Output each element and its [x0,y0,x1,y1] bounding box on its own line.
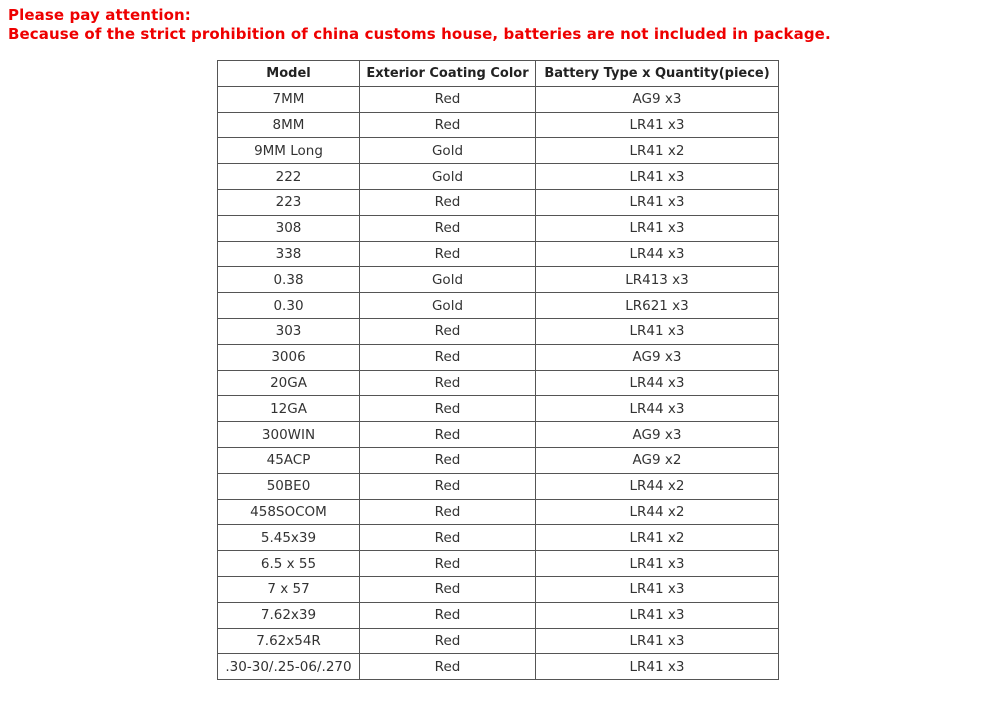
cell-coating-color: Red [360,344,536,370]
table-row [218,602,779,628]
cell-coating-color: Red [360,422,536,448]
cell-coating-color: Gold [360,164,536,190]
table-row [218,344,779,370]
table-body [218,86,779,679]
cell-model: 45ACP [218,447,360,473]
table-row [218,138,779,164]
cell-battery-type: LR44 x3 [536,396,779,422]
cell-coating-color: Red [360,447,536,473]
cell-coating-color: Red [360,396,536,422]
cell-coating-color: Red [360,370,536,396]
cell-coating-color: Red [360,318,536,344]
table-row [218,241,779,267]
table-row [218,628,779,654]
cell-coating-color: Gold [360,138,536,164]
cell-battery-type: LR41 x3 [536,628,779,654]
cell-battery-type: LR41 x3 [536,318,779,344]
cell-battery-type: LR41 x3 [536,164,779,190]
table-row [218,164,779,190]
cell-model: 0.38 [218,267,360,293]
cell-battery-type: LR41 x3 [536,215,779,241]
battery-spec-table [217,60,779,680]
cell-battery-type: LR44 x2 [536,499,779,525]
table-row [218,473,779,499]
header-battery-type-quantity: Battery Type x Quantity(piece) [536,61,779,87]
table-row [218,267,779,293]
cell-model: 6.5 x 55 [218,551,360,577]
cell-battery-type: AG9 x3 [536,86,779,112]
table-row [218,370,779,396]
cell-model: 300WIN [218,422,360,448]
cell-model: 50BE0 [218,473,360,499]
cell-model: 458SOCOM [218,499,360,525]
table-row [218,112,779,138]
cell-model: 8MM [218,112,360,138]
cell-battery-type: LR413 x3 [536,267,779,293]
cell-coating-color: Red [360,525,536,551]
cell-model: 7 x 57 [218,576,360,602]
table-row [218,551,779,577]
cell-battery-type: LR44 x2 [536,473,779,499]
cell-coating-color: Gold [360,293,536,319]
cell-model: 9MM Long [218,138,360,164]
cell-coating-color: Red [360,654,536,680]
table-row [218,422,779,448]
cell-model: 12GA [218,396,360,422]
cell-coating-color: Red [360,551,536,577]
cell-battery-type: AG9 x3 [536,422,779,448]
notice-heading: Please pay attention: [8,6,191,24]
cell-coating-color: Red [360,241,536,267]
cell-battery-type: AG9 x3 [536,344,779,370]
table-row [218,525,779,551]
header-exterior-coating-color: Exterior Coating Color [360,61,536,87]
cell-model: 338 [218,241,360,267]
cell-battery-type: LR621 x3 [536,293,779,319]
cell-model: 7MM [218,86,360,112]
cell-coating-color: Red [360,86,536,112]
table-row [218,293,779,319]
table-row [218,318,779,344]
cell-model: 20GA [218,370,360,396]
cell-model: 7.62x54R [218,628,360,654]
cell-battery-type: AG9 x2 [536,447,779,473]
cell-battery-type: LR41 x2 [536,138,779,164]
cell-coating-color: Red [360,189,536,215]
cell-model: 223 [218,189,360,215]
table-row [218,576,779,602]
cell-battery-type: LR41 x3 [536,551,779,577]
notice-message: Because of the strict prohibition of china customs house, batteries are not included in package. [8,25,831,43]
cell-model: 7.62x39 [218,602,360,628]
cell-model: 308 [218,215,360,241]
table-row [218,654,779,680]
cell-battery-type: LR41 x3 [536,189,779,215]
cell-coating-color: Gold [360,267,536,293]
cell-coating-color: Red [360,628,536,654]
table-header-row [218,61,779,87]
table-row [218,396,779,422]
cell-coating-color: Red [360,499,536,525]
table-row [218,215,779,241]
cell-model: 5.45x39 [218,525,360,551]
cell-battery-type: LR44 x3 [536,370,779,396]
cell-model: 0.30 [218,293,360,319]
cell-battery-type: LR41 x3 [536,112,779,138]
attention-notice [8,6,831,44]
cell-coating-color: Red [360,576,536,602]
cell-battery-type: LR44 x3 [536,241,779,267]
cell-battery-type: LR41 x2 [536,525,779,551]
table-row [218,86,779,112]
header-model: Model [218,61,360,87]
cell-model: 3006 [218,344,360,370]
cell-coating-color: Red [360,473,536,499]
cell-battery-type: LR41 x3 [536,576,779,602]
cell-model: 222 [218,164,360,190]
cell-battery-type: LR41 x3 [536,654,779,680]
cell-model: 303 [218,318,360,344]
table-row [218,499,779,525]
cell-battery-type: LR41 x3 [536,602,779,628]
table-row [218,447,779,473]
cell-model: .30-30/.25-06/.270 [218,654,360,680]
table-row [218,189,779,215]
cell-coating-color: Red [360,215,536,241]
cell-coating-color: Red [360,602,536,628]
cell-coating-color: Red [360,112,536,138]
